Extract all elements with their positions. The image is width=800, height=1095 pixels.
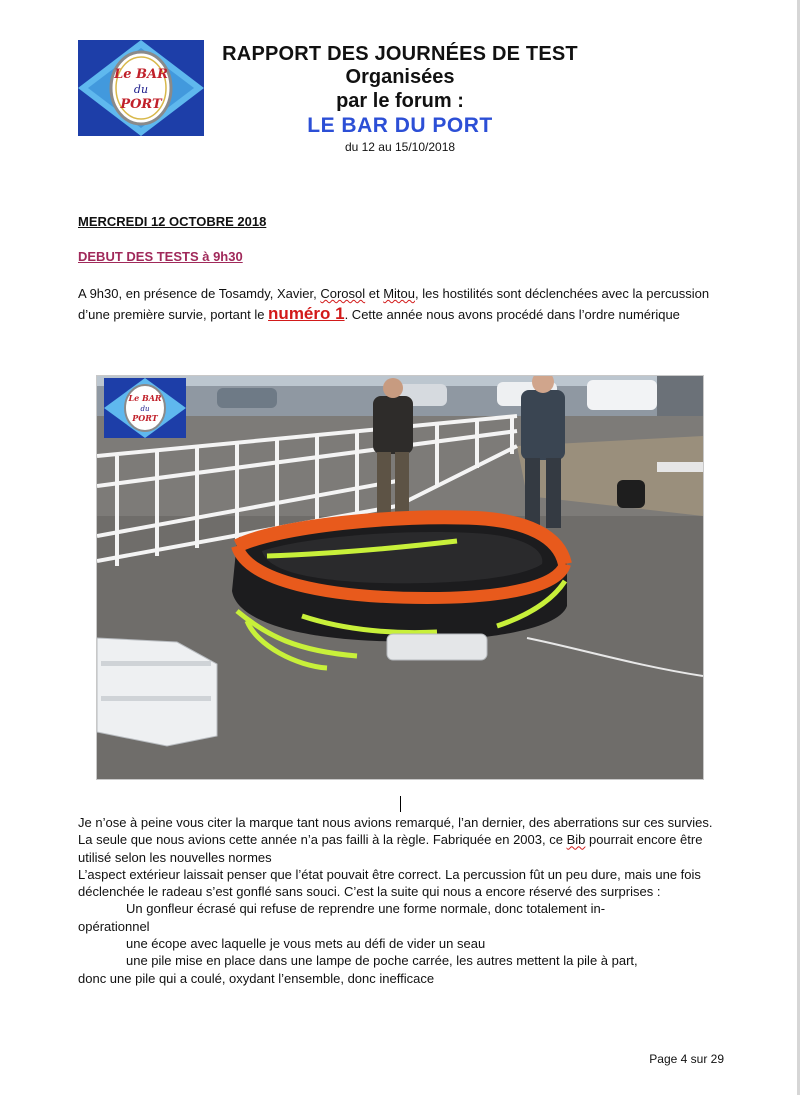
report-subtitle-2: par le forum :: [336, 90, 464, 112]
text-cursor: [400, 796, 401, 812]
report-title: RAPPORT DES JOURNÉES DE TEST: [222, 43, 578, 65]
raft-number-highlight: numéro 1: [268, 304, 345, 323]
name-corosol: Corosol: [320, 286, 366, 301]
body-text: [78, 814, 738, 987]
list-item-2: une écope avec laquelle je vous mets au défi de vider un seau: [126, 936, 486, 952]
list-item-1: Un gonfleur écrasé qui refuse de reprendre une forme normale, donc totalement in-: [126, 901, 606, 917]
svg-text:Le BAR: Le BAR: [128, 393, 162, 403]
report-subtitle: Organisées: [345, 66, 455, 88]
page-number: Page 4 sur 29: [649, 1052, 724, 1066]
report-header: [210, 42, 590, 155]
life-raft-photo: [96, 375, 704, 780]
brand-bib: Bib: [566, 832, 586, 848]
photo-watermark-logo: [104, 378, 186, 438]
list-item-1-cont: opérationnel: [78, 918, 150, 934]
section-heading: DEBUT DES TESTS à 9h30: [78, 249, 243, 264]
svg-text:PORT: PORT: [132, 413, 158, 423]
paragraph-2: La seule que nous avions cette année n’a pas failli à la règle. Fabriquée en 2003, ce Bib pourrait encore être utilisé selon les nouvelles normes: [78, 832, 703, 865]
bar-du-port-logo: [78, 40, 204, 136]
intro-paragraph: A 9h30, en présence de Tosamdy, Xavier, Corosol et Mitou, les hostilités sont déclenchées avec la percussion d’une première survie, portant le numéro 1. Cette année nous avons procédé dans l’ordre numérique: [78, 286, 710, 323]
day-heading: MERCREDI 12 OCTOBRE 2018: [78, 214, 267, 229]
report-dates: du 12 au 15/10/2018: [344, 140, 456, 154]
paragraph-1: Je n’ose à peine vous citer la marque tant nous avions remarqué, l’an dernier, des aberrations sur ces survies.: [78, 815, 713, 830]
svg-text:du: du: [133, 83, 149, 96]
svg-text:du: du: [140, 405, 150, 413]
paragraph-3: L’aspect extérieur laissait penser que l’état pouvait être correct. La percussion fût un peu dure, mais une fois déclenchée le radeau s’est gonflé sans souci. C’est la suite qui nous a encore réservé des surprises :: [78, 866, 701, 900]
svg-text:Le BAR: Le BAR: [114, 67, 168, 82]
svg-text:PORT: PORT: [120, 97, 162, 112]
list-item-3-cont: donc une pile qui a coulé, oxydant l’ensemble, donc inefficace: [78, 970, 435, 986]
forum-name: LE BAR DU PORT: [307, 114, 493, 137]
name-mitou: Mitou: [383, 286, 416, 301]
list-item-3: une pile mise en place dans une lampe de poche carrée, les autres mettent la pile à part,: [126, 953, 638, 969]
